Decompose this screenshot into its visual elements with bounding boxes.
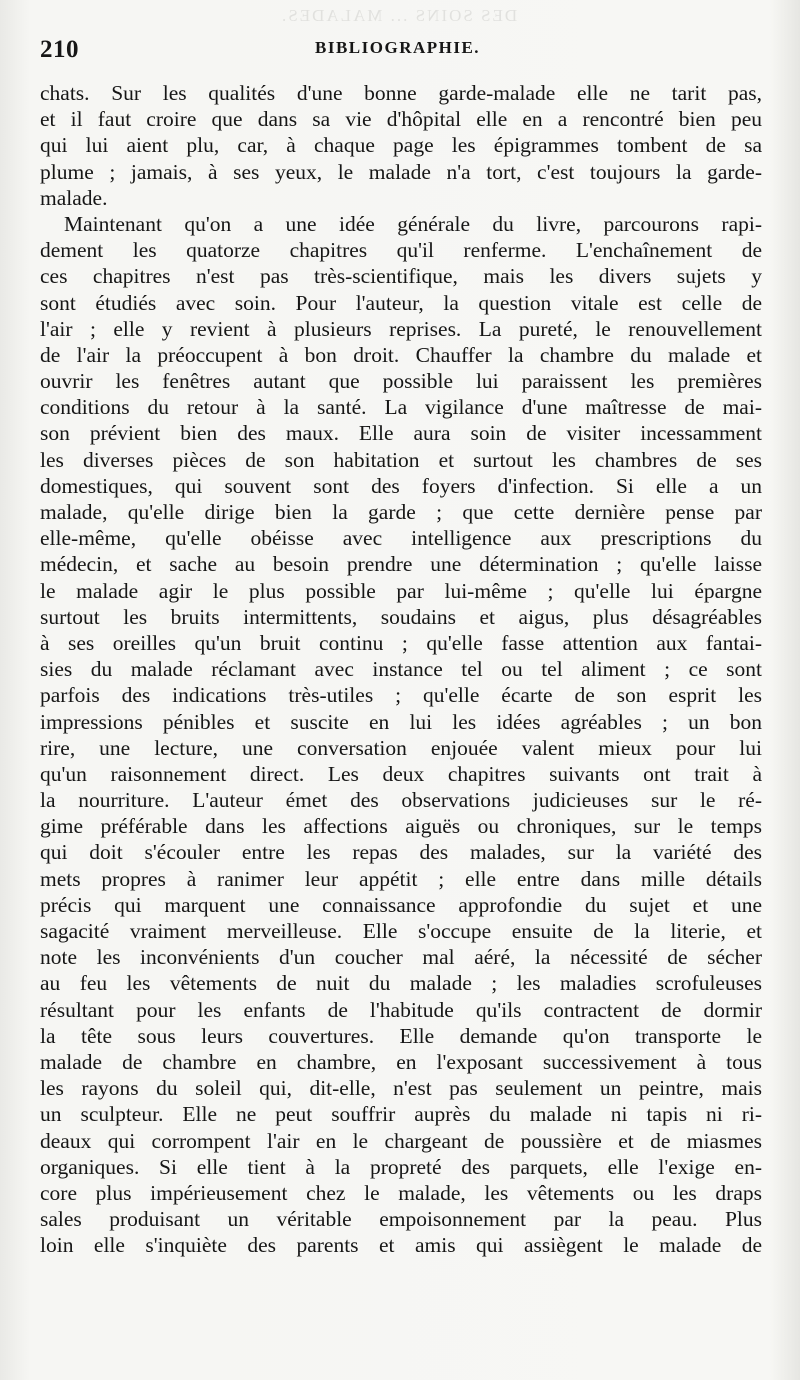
text-line: deaux qui corrompent l'air en le chargeant de poussière et de miasmes: [40, 1128, 762, 1153]
text-line: organiques. Si elle tient à la propreté des parquets, elle l'exige en-: [40, 1154, 762, 1179]
text-line: qui doit s'écouler entre les repas des malades, sur la variété des: [40, 840, 762, 865]
text-line: sies du malade réclamant avec instance tel ou tel aliment ; ce sont: [40, 657, 762, 682]
text-line: malade.: [40, 185, 108, 210]
text-line: à ses oreilles qu'un bruit continu ; qu'elle fasse attention aux fantai-: [40, 630, 762, 655]
text-line: sont étudiés avec soin. Pour l'auteur, la question vitale est celle de: [40, 290, 762, 315]
text-line: précis qui marquent une connaissance approfondie du sujet et une: [40, 892, 762, 917]
page-header: [40, 36, 760, 70]
text-line: core plus impérieusement chez le malade, les vêtements ou les draps: [40, 1180, 762, 1205]
text-line: les rayons du soleil qui, dit-elle, n'est pas seulement un peintre, mais: [40, 1076, 762, 1101]
text-line: la nourriture. L'auteur émet des observations judicieuses sur le ré-: [40, 788, 762, 813]
text-line: les diverses pièces de son habitation et surtout les chambres de ses: [40, 447, 762, 472]
text-line: qui lui aient plu, car, à chaque page les épigrammes tombent de sa: [40, 133, 762, 158]
text-line: médecin, et sache au besoin prendre une détermination ; qu'elle laisse: [40, 552, 762, 577]
text-line: la tête sous leurs couvertures. Elle demande qu'on transporte le: [40, 1023, 762, 1048]
text-line: elle-même, qu'elle obéisse avec intelligence aux prescriptions du: [40, 526, 762, 551]
text-line: note les inconvénients d'un coucher mal aéré, la nécessité de sécher: [40, 945, 762, 970]
text-line: et il faut croire que dans sa vie d'hôpital elle en a rencontré bien peu: [40, 107, 762, 132]
text-line: conditions du retour à la santé. La vigilance d'une maîtresse de mai-: [40, 395, 762, 420]
text-line: chats. Sur les qualités d'une bonne garde-malade elle ne tarit pas,: [40, 81, 762, 105]
text-line: loin elle s'inquiète des parents et amis qui assiègent le malade de: [40, 1233, 762, 1258]
text-line: qu'un raisonnement direct. Les deux chapitres suivants ont trait à: [40, 761, 762, 786]
show-through-text: DES SOINS ... MALADES.: [280, 6, 518, 25]
text-line: résultant pour les enfants de l'habitude qu'ils contractent de dormir: [40, 997, 762, 1022]
text-line: au feu les vêtements de nuit du malade ; les maladies scrofuleuses: [40, 971, 762, 996]
text-line: mets propres à ranimer leur appétit ; elle entre dans mille détails: [40, 866, 762, 891]
running-head: BIBLIOGRAPHIE.: [315, 38, 481, 57]
text-line: sagacité vraiment merveilleuse. Elle s'occupe ensuite de la literie, et: [40, 919, 762, 943]
text-line: sales produisant un véritable empoisonnement par la peau. Plus: [40, 1207, 762, 1232]
text-line: domestiques, qui souvent sont des foyers d'infection. Si elle a un: [40, 473, 762, 498]
text-line: ces chapitres n'est pas très-scientifique, mais les divers sujets y: [40, 264, 762, 289]
body-text: [40, 80, 762, 1258]
text-line: gime préférable dans les affections aiguës ou chroniques, sur le temps: [40, 814, 762, 839]
text-line: Maintenant qu'on a une idée générale du livre, parcourons rapi-: [64, 211, 762, 236]
text-line: parfois des indications très-utiles ; qu'elle écarte de son esprit les: [40, 683, 762, 708]
text-line: plume ; jamais, à ses yeux, le malade n'a tort, c'est toujours la garde-: [40, 159, 762, 184]
text-line: malade, qu'elle dirige bien la garde ; que cette dernière pense par: [40, 500, 762, 524]
text-line: le malade agir le plus possible par lui-même ; qu'elle lui épargne: [40, 578, 762, 603]
text-line: malade de chambre en chambre, en l'exposant successivement à tous: [40, 1049, 762, 1074]
page-number: 210: [40, 36, 79, 63]
text-line: impressions pénibles et suscite en lui les idées agréables ; un bon: [40, 709, 762, 734]
text-line: ouvrir les fenêtres autant que possible lui paraissent les premières: [40, 369, 762, 394]
text-line: rire, une lecture, une conversation enjouée valent mieux pour lui: [40, 735, 762, 760]
text-line: un sculpteur. Elle ne peut souffrir auprès du malade ni tapis ni ri-: [40, 1102, 762, 1127]
text-line: dement les quatorze chapitres qu'il renferme. L'enchaînement de: [40, 238, 762, 263]
text-line: surtout les bruits intermittents, soudains et aigus, plus désagréables: [40, 604, 762, 629]
text-line: son prévient bien des maux. Elle aura soin de visiter incessamment: [40, 421, 762, 446]
text-line: de l'air la préoccupent à bon droit. Chauffer la chambre du malade et: [40, 342, 762, 367]
text-line: l'air ; elle y revient à plusieurs reprises. La pureté, le renouvellement: [40, 316, 762, 341]
